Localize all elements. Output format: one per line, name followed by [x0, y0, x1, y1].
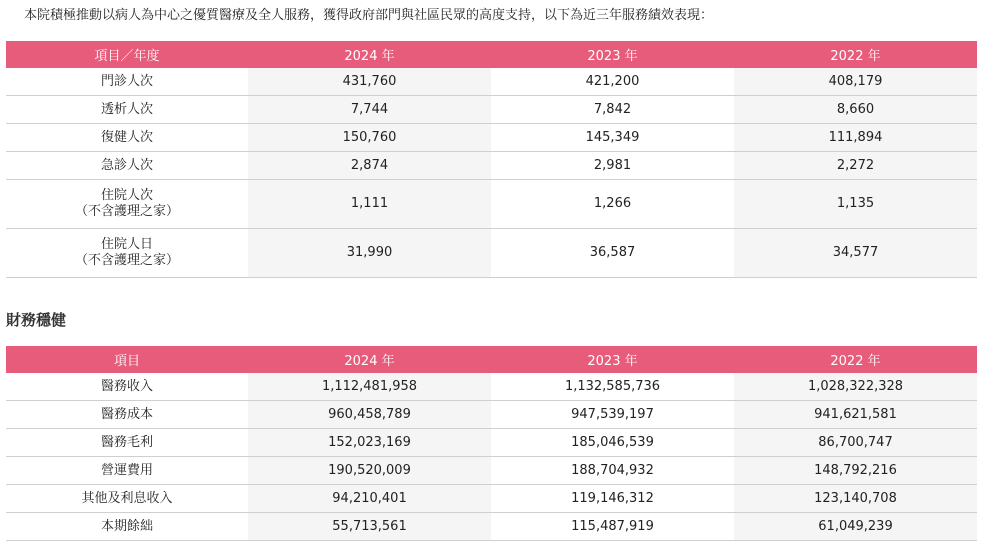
- table-row: [6, 373, 977, 401]
- header-2024: 2024 年: [248, 346, 491, 373]
- row-label: [6, 68, 248, 96]
- header-2024: 2024 年: [248, 41, 491, 68]
- value-cell: 2,981: [491, 152, 734, 180]
- row-label-text: 門診人次: [100, 73, 153, 89]
- row-label: [6, 429, 248, 457]
- table-header-row: [6, 41, 977, 68]
- value-cell: 36,587: [491, 229, 734, 278]
- row-label: [6, 124, 248, 152]
- table-row: [6, 180, 977, 229]
- row-label-text: 醫務收入: [100, 378, 153, 394]
- value-cell: 7,842: [491, 96, 734, 124]
- value-cell: 7,744: [248, 96, 491, 124]
- value-cell: 1,135: [734, 180, 977, 229]
- table-row: [6, 457, 977, 485]
- header-2022: 2022 年: [734, 41, 977, 68]
- table-header-row: [6, 346, 977, 373]
- value-cell: 115,487,919: [491, 513, 734, 541]
- value-cell: 123,140,708: [734, 485, 977, 513]
- row-label-text: 營運費用: [100, 462, 153, 478]
- row-label-text: 醫務毛利: [100, 434, 153, 450]
- row-label-text: 住院人日: [100, 237, 153, 252]
- value-cell: 188,704,932: [491, 457, 734, 485]
- row-label: [6, 401, 248, 429]
- value-cell: 55,713,561: [248, 513, 491, 541]
- value-cell: 1,266: [491, 180, 734, 229]
- value-cell: 1,028,322,328: [734, 373, 977, 401]
- table-row: [6, 401, 977, 429]
- header-2023: 2023 年: [491, 41, 734, 68]
- intro-text: 本院積極推動以病人為中心之優質醫療及全人服務，獲得政府部門與社區民眾的高度支持，以下為近三年服務績效表現：: [24, 8, 714, 23]
- value-cell: 111,894: [734, 124, 977, 152]
- value-cell: 941,621,581: [734, 401, 977, 429]
- value-cell: 421,200: [491, 68, 734, 96]
- value-cell: 190,520,009: [248, 457, 491, 485]
- value-cell: 1,112,481,958: [248, 373, 491, 401]
- value-cell: 2,874: [248, 152, 491, 180]
- value-cell: 119,146,312: [491, 485, 734, 513]
- value-cell: 408,179: [734, 68, 977, 96]
- value-cell: 1,111: [248, 180, 491, 229]
- table-row: [6, 513, 977, 541]
- table-row: [6, 68, 977, 96]
- row-label: [6, 96, 248, 124]
- row-label: [6, 152, 248, 180]
- table-row: [6, 229, 977, 278]
- row-label-note: （不含護理之家）: [74, 253, 179, 268]
- row-label-text: 本期餘絀: [100, 518, 153, 534]
- value-cell: 8,660: [734, 96, 977, 124]
- row-label: [6, 373, 248, 401]
- value-cell: 152,023,169: [248, 429, 491, 457]
- row-label: [6, 485, 248, 513]
- value-cell: 148,792,216: [734, 457, 977, 485]
- value-cell: 86,700,747: [734, 429, 977, 457]
- row-label: [6, 229, 248, 278]
- value-cell: 145,349: [491, 124, 734, 152]
- row-label: [6, 513, 248, 541]
- header-2023: 2023 年: [491, 346, 734, 373]
- table-row: [6, 124, 977, 152]
- value-cell: 947,539,197: [491, 401, 734, 429]
- service-performance-table: [6, 41, 977, 278]
- value-cell: 185,046,539: [491, 429, 734, 457]
- row-label-text: 急診人次: [100, 157, 153, 173]
- table-row: [6, 96, 977, 124]
- table-row: [6, 429, 977, 457]
- value-cell: 61,049,239: [734, 513, 977, 541]
- row-label: [6, 457, 248, 485]
- value-cell: 431,760: [248, 68, 491, 96]
- value-cell: 2,272: [734, 152, 977, 180]
- value-cell: 960,458,789: [248, 401, 491, 429]
- row-label-text: 住院人次: [100, 188, 153, 203]
- row-label: [6, 180, 248, 229]
- row-label-text: 其他及利息收入: [81, 490, 173, 506]
- value-cell: 34,577: [734, 229, 977, 278]
- row-label-text: 復健人次: [100, 129, 153, 145]
- table-row: [6, 152, 977, 180]
- value-cell: 150,760: [248, 124, 491, 152]
- header-item: 項目／年度: [6, 41, 248, 68]
- table-row: [6, 485, 977, 513]
- value-cell: 94,210,401: [248, 485, 491, 513]
- finance-table: [6, 346, 977, 541]
- header-2022: 2022 年: [734, 346, 977, 373]
- header-item: 項目: [6, 346, 248, 373]
- value-cell: 31,990: [248, 229, 491, 278]
- row-label-text: 醫務成本: [100, 406, 153, 422]
- row-label-note: （不含護理之家）: [74, 204, 179, 219]
- row-label-text: 透析人次: [100, 101, 153, 117]
- value-cell: 1,132,585,736: [491, 373, 734, 401]
- finance-section-title: 財務穩健: [6, 311, 67, 329]
